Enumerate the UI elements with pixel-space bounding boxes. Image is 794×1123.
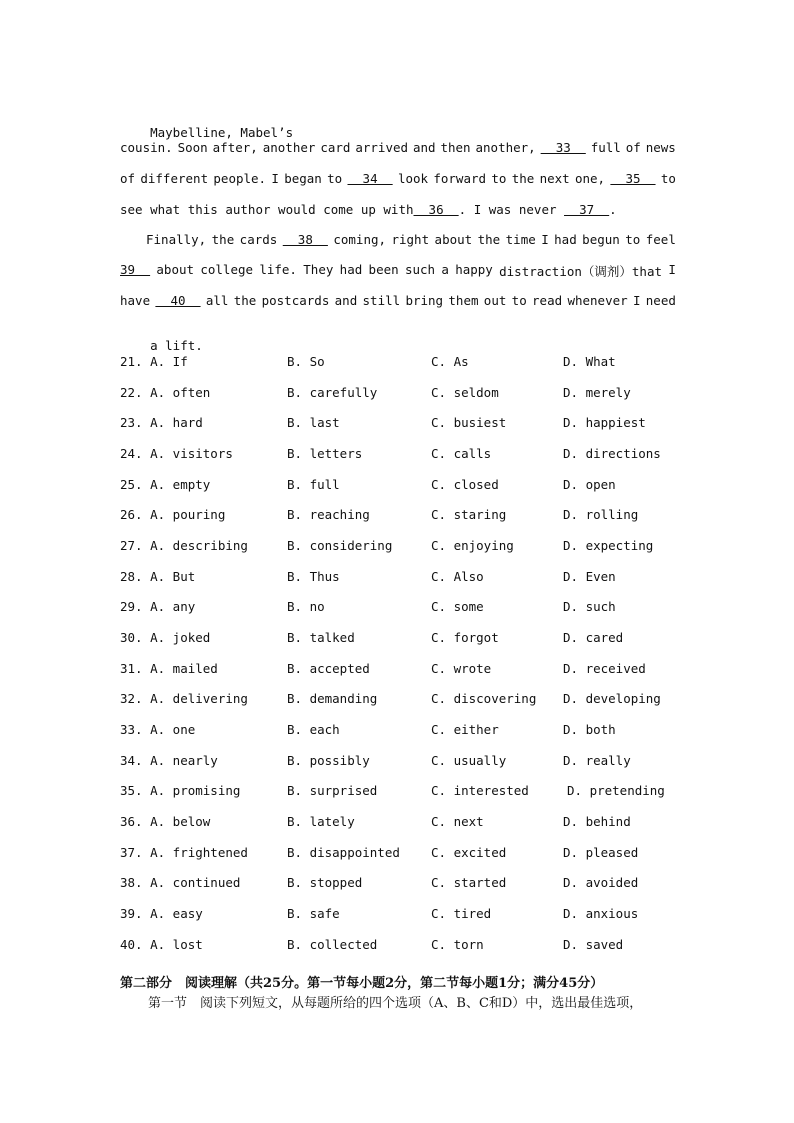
option-b: B. carefully [287,385,378,400]
option-a: 29. A. any [120,599,196,614]
passage-word: feel [645,232,676,247]
passage-text: Maybelline, Mabel’s [150,125,294,140]
passage-word: another [262,140,316,155]
option-c: C. wrote [431,661,492,676]
option-c: C. discovering [431,691,537,706]
option-c: C. usually [431,753,507,768]
question-31 [120,661,700,681]
passage-word: a [441,262,449,277]
option-a: 31. A. mailed [120,661,218,676]
passage-word: of [120,171,136,186]
passage-line-5 [146,232,676,247]
option-b: B. accepted [287,661,370,676]
option-a: 24. A. visitors [120,446,233,461]
passage-word: had [554,232,577,247]
passage-word: have [120,293,151,308]
question-28 [120,569,700,589]
passage-word: the [477,232,501,247]
option-b: B. letters [287,446,363,461]
question-35 [120,783,700,803]
passage-word: different [140,171,209,186]
passage-word: of [625,140,641,155]
blank-38: 38 [282,232,328,247]
passage-word: coming, [333,232,387,247]
passage-word: news [645,140,676,155]
option-b: B. considering [287,538,393,553]
option-c: C. closed [431,477,499,492]
option-b: B. surprised [287,783,378,798]
blank-34: 34 [347,171,393,186]
option-a: 26. A. pouring [120,507,226,522]
passage-word: out [483,293,507,308]
passage-line-4 [120,202,676,217]
option-d: D. behind [563,814,631,829]
passage-word: to [511,293,527,308]
option-b: B. lately [287,814,355,829]
passage-word: card [320,140,351,155]
option-d: D. directions [563,446,661,461]
option-b: B. So [287,354,325,369]
passage-word: all [205,293,229,308]
question-29 [120,599,700,619]
option-a: 38. A. continued [120,875,241,890]
passage-word: postcards [261,293,330,308]
option-b: B. demanding [287,691,378,706]
question-30 [120,630,700,650]
option-c: C. enjoying [431,538,514,553]
passage-word: them [448,293,479,308]
option-a: 23. A. hard [120,415,203,430]
passage-text: a lift. [150,338,203,353]
option-c: C. torn [431,937,484,952]
option-d: D. pleased [563,845,639,860]
passage-word: need [645,293,676,308]
question-34 [120,753,700,773]
question-24 [120,446,700,466]
passage-word: been [368,262,399,277]
option-c: C. either [431,722,499,737]
option-a: 22. A. often [120,385,211,400]
option-a: 34. A. nearly [120,753,218,768]
option-c: C. next [431,814,484,829]
passage-word: to [660,171,676,186]
passage-text: see what this author would come up with [120,202,414,217]
option-d: D. such [563,599,616,614]
passage-word: time [505,232,536,247]
passage-word: distraction（调剂）that [499,264,663,279]
passage-word: Finally, [146,232,207,247]
option-b: B. talked [287,630,355,645]
passage-line-3 [120,171,676,186]
option-a: 25. A. empty [120,477,211,492]
option-d: D. expecting [563,538,654,553]
option-d: D. open [563,477,616,492]
option-a: 33. A. one [120,722,196,737]
passage-word: read [532,293,563,308]
option-d: D. really [563,753,631,768]
option-c: C. excited [431,845,507,860]
passage-line-6 [120,262,676,280]
question-26 [120,507,700,527]
option-d: D. avoided [563,875,639,890]
option-c: C. Also [431,569,484,584]
passage-word: arrived [355,140,409,155]
option-d: D. developing [563,691,661,706]
option-d: D. pretending [567,783,665,798]
option-c: C. interested [431,783,529,798]
option-d: D. saved [563,937,624,952]
option-a: 21. A. If [120,354,188,369]
option-c: C. started [431,875,507,890]
section-instruction: 第一节 阅读下列短文，从每题所给的四个选项（A、B、C和D）中，选出最佳选项， [148,996,643,1011]
passage-word: cousin. [120,140,173,155]
question-33 [120,722,700,742]
passage-word: and [334,293,358,308]
option-a: 39. A. easy [120,906,203,921]
option-c: C. seldom [431,385,499,400]
passage-word: the [233,293,257,308]
passage-word: look [397,171,429,186]
passage-word: to [327,171,343,186]
blank-40: 40 [155,293,201,308]
passage-word: to [491,171,507,186]
option-c: C. forgot [431,630,499,645]
option-a: 30. A. joked [120,630,211,645]
passage-word: They [303,262,334,277]
option-a: 35. A. promising [120,783,241,798]
passage-word: the [211,232,235,247]
option-a: 32. A. delivering [120,691,248,706]
option-d: D. anxious [563,906,639,921]
option-d: D. merely [563,385,631,400]
option-b: B. Thus [287,569,340,584]
option-a: 40. A. lost [120,937,203,952]
passage-word: I [668,262,676,277]
option-c: C. busiest [431,415,507,430]
passage-word: whenever [567,293,628,308]
passage-word: and [412,140,436,155]
blank-39: 39 [120,262,151,277]
passage-word: began [284,171,322,186]
passage-word: begun [582,232,620,247]
passage-word: had [339,262,363,277]
blank-37: 37 [564,202,610,217]
option-b: B. each [287,722,340,737]
question-39 [120,906,700,926]
option-b: B. no [287,599,325,614]
passage-word: forward [433,171,487,186]
option-a: 36. A. below [120,814,211,829]
question-32 [120,691,700,711]
option-c: C. staring [431,507,507,522]
passage-word: Soon [177,140,208,155]
passage-word: about [434,232,473,247]
passage-word: about [156,262,195,277]
option-d: D. both [563,722,616,737]
question-36 [120,814,700,834]
passage-word: one, [574,171,606,186]
option-b: B. last [287,415,340,430]
question-25 [120,477,700,497]
option-a: 28. A. But [120,569,196,584]
option-d: D. received [563,661,646,676]
blank-35: 35 [610,171,656,186]
passage-word: next [539,171,570,186]
option-b: B. stopped [287,875,363,890]
option-b: B. disappointed [287,845,400,860]
option-d: D. happiest [563,415,646,430]
passage-word: such [404,262,436,277]
passage-word: I [632,293,641,308]
passage-word: I [541,232,549,247]
passage-text: . I was never [458,202,565,217]
question-21 [120,354,700,374]
passage-word: the [511,171,535,186]
option-b: B. safe [287,906,340,921]
option-c: C. some [431,599,484,614]
passage-word: right [391,232,430,247]
passage-word: cards [239,232,278,247]
passage-word: people. [213,171,267,186]
passage-line-2 [120,140,676,155]
passage-word: another, [475,140,536,155]
question-37 [120,845,700,865]
passage-word: after, [212,140,258,155]
passage-word: happy [455,262,493,277]
question-40 [120,937,700,957]
passage-word: college [200,262,254,277]
option-d: D. What [563,354,616,369]
option-d: D. rolling [563,507,639,522]
passage-word: then [440,140,471,155]
section-heading: 第二部分 阅读理解（共25分。第一节每小题2分，第二节每小题1分；满分45分） [120,976,604,991]
passage-word: life. [259,262,297,277]
passage-word: to [625,232,641,247]
option-c: C. As [431,354,469,369]
passage-line-7 [120,293,676,308]
blank-36: 36 [413,202,459,217]
passage-text: . [609,202,617,217]
option-b: B. reaching [287,507,370,522]
question-23 [120,415,700,435]
option-c: C. tired [431,906,492,921]
option-b: B. collected [287,937,378,952]
option-c: C. calls [431,446,492,461]
question-27 [120,538,700,558]
option-d: D. Even [563,569,616,584]
question-38 [120,875,700,895]
passage-word: bring [405,293,444,308]
option-d: D. cared [563,630,624,645]
question-22 [120,385,700,405]
option-b: B. possibly [287,753,370,768]
option-a: 27. A. describing [120,538,248,553]
blank-33: 33 [540,140,586,155]
option-a: 37. A. frightened [120,845,248,860]
passage-word: I [271,171,279,186]
option-b: B. full [287,477,340,492]
passage-word: still [362,293,401,308]
passage-word: full [590,140,621,155]
